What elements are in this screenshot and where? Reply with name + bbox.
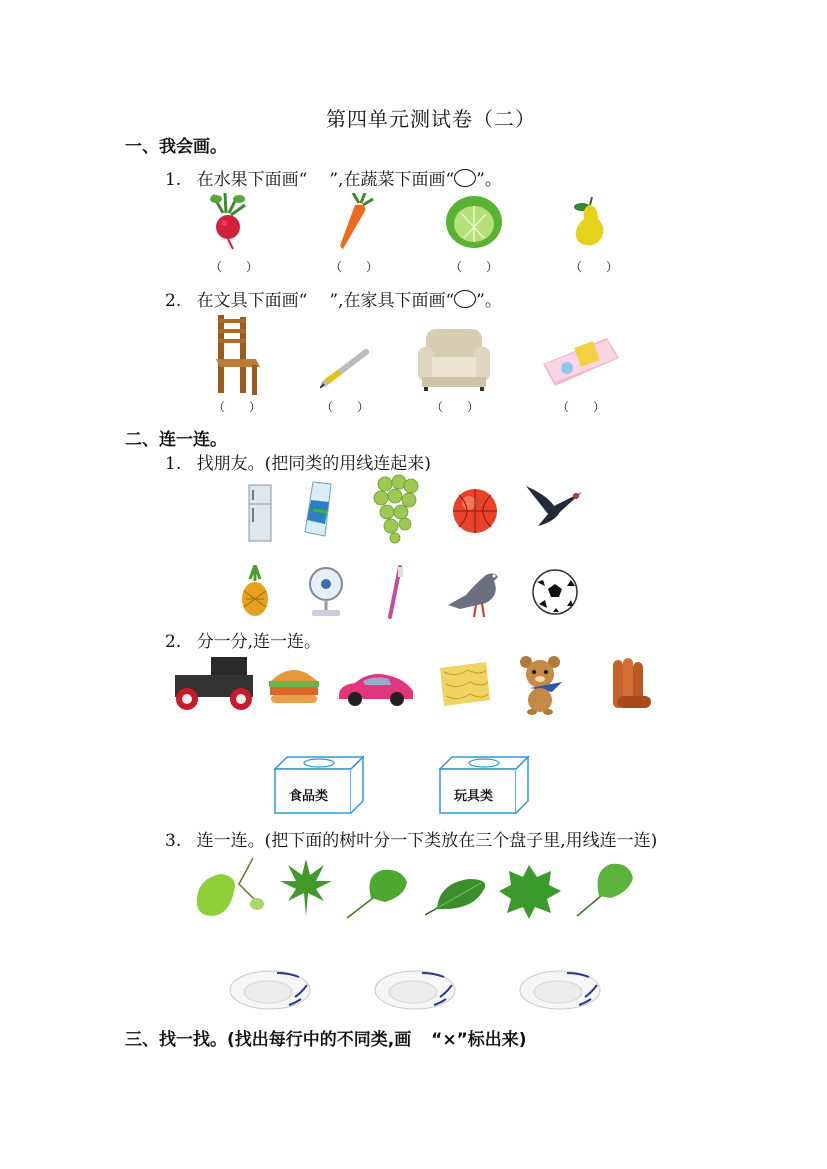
pigeon-icon — [446, 565, 504, 619]
s1-q2 — [165, 286, 502, 311]
answer-paren[interactable]: （ ） — [431, 400, 480, 414]
sausage-icon — [609, 656, 655, 712]
fan-icon — [308, 566, 344, 618]
q-num: 1. — [165, 454, 182, 474]
pen-icon — [320, 348, 370, 388]
plate-icon[interactable] — [229, 969, 311, 1011]
s2-q1 — [165, 449, 431, 474]
q-text-b: ”,在蔬菜下面画“ — [329, 170, 455, 190]
swallow-icon — [524, 482, 586, 528]
maple-leaf-icon — [280, 857, 332, 919]
carrot-icon — [335, 193, 375, 251]
plate-icon[interactable] — [519, 969, 601, 1011]
basketball-icon — [451, 487, 499, 535]
round-leaf-icon — [195, 858, 267, 920]
circle-icon — [454, 169, 476, 187]
chair-icon — [210, 315, 262, 395]
q-num: 2. — [165, 632, 182, 652]
answer-paren[interactable]: （ ） — [321, 400, 370, 414]
q-text-b: ”,在家具下面画“ — [329, 291, 455, 311]
toy-car-icon — [171, 655, 257, 713]
x-mark: “×” — [431, 1030, 468, 1050]
section3-text: 三、找一找。(找出每行中的不同类,画 — [125, 1030, 412, 1050]
pink-car-icon — [335, 671, 417, 707]
answer-paren[interactable]: （ ） — [450, 260, 499, 274]
pencil-box-icon — [541, 334, 621, 388]
ginkgo-leaf-icon — [575, 862, 635, 918]
q-text: 分一分,连一连。 — [196, 632, 322, 652]
soccer-ball-icon — [531, 568, 579, 616]
q-text: 找朋友。(把同类的用线连起来) — [196, 454, 431, 474]
pear-icon — [568, 197, 610, 247]
answer-paren[interactable]: （ ） — [213, 400, 262, 414]
teddy-bear-icon — [516, 654, 568, 716]
toothpaste-icon — [303, 478, 335, 540]
toy-box-label: 玩具类 — [454, 789, 494, 804]
q-num: 1. — [165, 170, 182, 190]
s2-q2 — [165, 627, 321, 652]
q-text-a: 在水果下面画“ — [196, 170, 308, 190]
answer-paren[interactable]: （ ） — [570, 260, 619, 274]
food-box-label: 食品类 — [289, 789, 329, 804]
grape-leaf-icon — [499, 863, 561, 919]
grapes-icon — [371, 472, 423, 544]
section3-heading — [125, 1025, 527, 1050]
q-text-c: ”。 — [476, 291, 502, 311]
s1-q1 — [165, 165, 502, 190]
noodles-icon — [436, 660, 492, 708]
ginkgo-leaf-icon — [345, 868, 409, 920]
cabbage-icon — [444, 194, 504, 250]
pineapple-icon — [240, 565, 270, 617]
q-num: 2. — [165, 291, 182, 311]
armchair-icon — [418, 327, 490, 391]
q-text-a: 在文具下面画“ — [196, 291, 308, 311]
s2-q3 — [165, 826, 657, 851]
hamburger-icon — [267, 663, 321, 707]
section2-heading: 二、连一连。 — [125, 430, 227, 450]
q-text: 连一连。(把下面的树叶分一下类放在三个盘子里,用线连一连) — [196, 831, 658, 851]
answer-paren[interactable]: （ ） — [557, 400, 606, 414]
oval-leaf-icon — [425, 877, 487, 917]
radish-icon — [203, 193, 253, 251]
page-title: 第四单元测试卷（二） — [326, 107, 536, 131]
q-num: 3. — [165, 831, 182, 851]
section1-heading: 一、我会画。 — [125, 137, 227, 157]
q-text-c: ”。 — [476, 170, 502, 190]
toy-box[interactable] — [438, 755, 530, 815]
food-box[interactable] — [273, 755, 365, 815]
answer-paren[interactable]: （ ） — [210, 260, 259, 274]
answer-paren[interactable]: （ ） — [330, 260, 379, 274]
circle-icon — [454, 290, 476, 308]
plate-icon[interactable] — [374, 969, 456, 1011]
toothbrush-icon — [386, 565, 406, 619]
fridge-icon — [248, 484, 272, 542]
section3-tail: 标出来) — [467, 1030, 527, 1050]
